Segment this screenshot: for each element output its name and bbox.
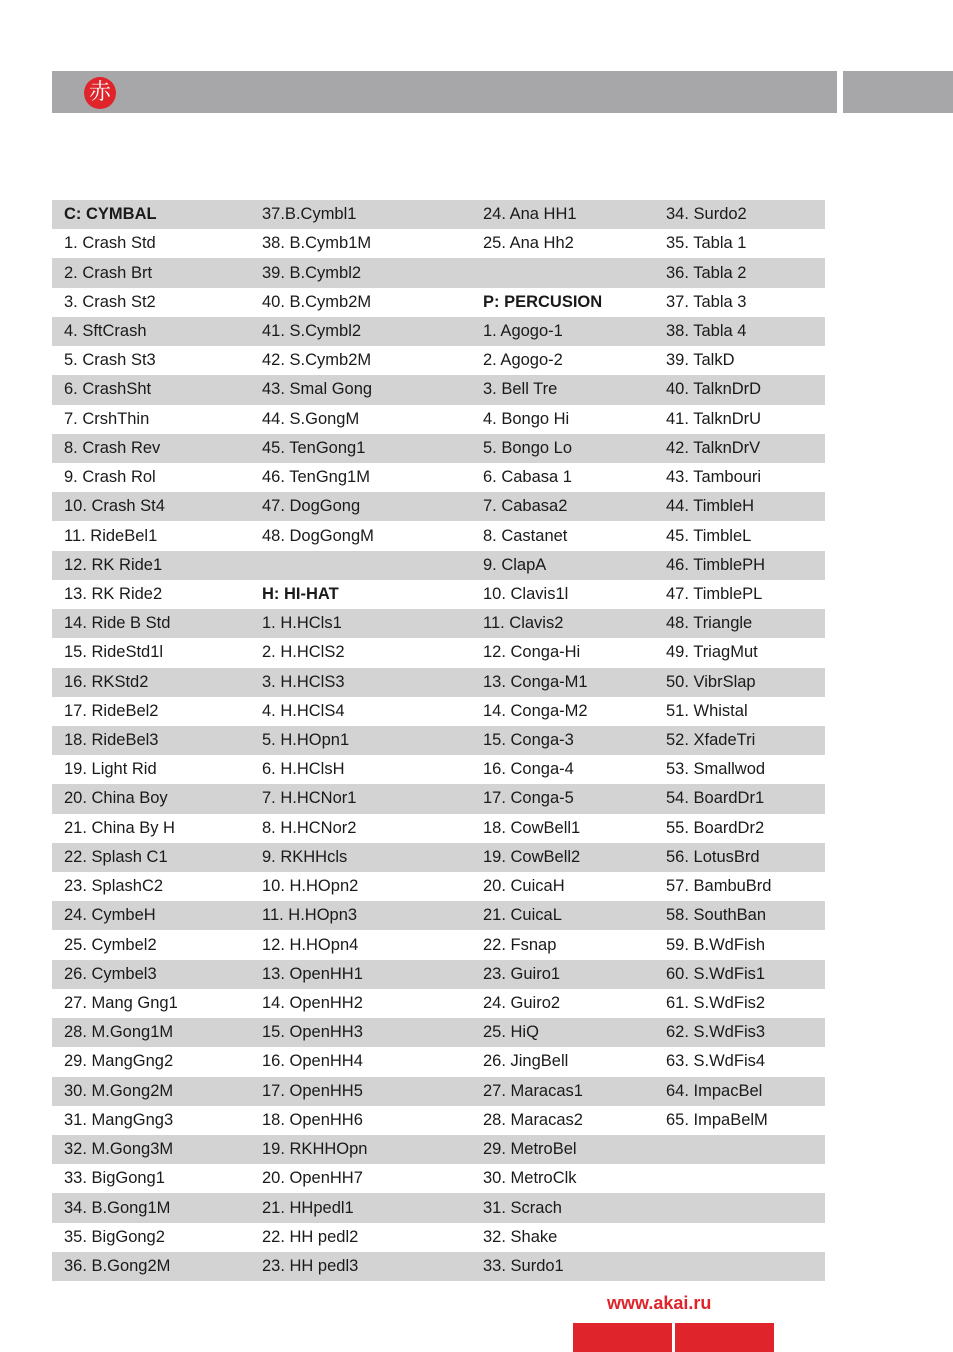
table-cell: 46. TenGng1M [250, 463, 471, 492]
header-bar [52, 71, 837, 113]
table-cell: 15. OpenHH3 [250, 1018, 471, 1047]
table-cell: 3. H.HClS3 [250, 668, 471, 697]
table-row [52, 492, 825, 521]
table-cell: 43. Smal Gong [250, 375, 471, 404]
table-row [52, 1018, 825, 1047]
table-cell: 48. DogGongM [250, 521, 471, 550]
table-row [52, 200, 825, 229]
table-cell: 6. H.HClsH [250, 755, 471, 784]
table-cell: 12. RK Ride1 [52, 551, 250, 580]
table-cell: 54. BoardDr1 [654, 784, 825, 813]
table-row [52, 405, 825, 434]
table-row [52, 989, 825, 1018]
table-cell: 45. TenGong1 [250, 434, 471, 463]
section-heading: H: HI-HAT [250, 580, 471, 609]
table-cell: 55. BoardDr2 [654, 814, 825, 843]
table-cell: 40. B.Cymb2M [250, 288, 471, 317]
table-cell: 61. S.WdFis2 [654, 989, 825, 1018]
table-cell: 26. Cymbel3 [52, 960, 250, 989]
table-cell: 47. DogGong [250, 492, 471, 521]
table-row [52, 1047, 825, 1076]
table-cell: 26. JingBell [471, 1047, 654, 1076]
table-cell: 47. TimblePL [654, 580, 825, 609]
table-cell: 31. Scrach [471, 1193, 654, 1222]
table-cell: 35. BigGong2 [52, 1223, 250, 1252]
table-row [52, 580, 825, 609]
table-cell: 11. Clavis2 [471, 609, 654, 638]
sound-list-table [52, 200, 825, 1281]
table-cell: 23. SplashC2 [52, 872, 250, 901]
table-cell: 64. ImpacBel [654, 1077, 825, 1106]
table-cell: 16. OpenHH4 [250, 1047, 471, 1076]
table-cell: 17. OpenHH5 [250, 1077, 471, 1106]
table-cell [654, 1164, 825, 1193]
table-cell: 15. Conga-3 [471, 726, 654, 755]
table-cell: 24. Guiro2 [471, 989, 654, 1018]
table-cell [654, 1223, 825, 1252]
table-cell: 27. Maracas1 [471, 1077, 654, 1106]
table-cell: 14. Ride B Std [52, 609, 250, 638]
table-cell: 12. Conga-Hi [471, 638, 654, 667]
table-cell: 39. TalkD [654, 346, 825, 375]
table-cell: 9. ClapA [471, 551, 654, 580]
table-row [52, 930, 825, 959]
table-cell: 6. Cabasa 1 [471, 463, 654, 492]
table-cell: 56. LotusBrd [654, 843, 825, 872]
sound-list-table-container [52, 200, 825, 1281]
table-cell: 5. Bongo Lo [471, 434, 654, 463]
table-cell: 21. CuicaL [471, 901, 654, 930]
table-cell: 37. Tabla 3 [654, 288, 825, 317]
table-cell: 39. B.Cymbl2 [250, 258, 471, 287]
table-cell [471, 258, 654, 287]
table-cell: 15. RideStd1l [52, 638, 250, 667]
table-cell: 31. MangGng3 [52, 1106, 250, 1135]
table-row [52, 755, 825, 784]
table-cell: 1. H.HCls1 [250, 609, 471, 638]
table-cell: 62. S.WdFis3 [654, 1018, 825, 1047]
table-cell: 14. Conga-M2 [471, 697, 654, 726]
table-cell: 7. Cabasa2 [471, 492, 654, 521]
table-cell: 2. Agogo-2 [471, 346, 654, 375]
table-cell: 30. MetroClk [471, 1164, 654, 1193]
header-tab [843, 71, 953, 113]
table-cell: 4. SftCrash [52, 317, 250, 346]
table-cell: 25. Cymbel2 [52, 930, 250, 959]
table-cell: 24. CymbeH [52, 901, 250, 930]
table-cell: 18. RideBel3 [52, 726, 250, 755]
table-cell: 41. TalknDrU [654, 405, 825, 434]
table-row [52, 317, 825, 346]
table-cell: 10. Clavis1l [471, 580, 654, 609]
table-row [52, 1106, 825, 1135]
table-cell: 9. RKHHcls [250, 843, 471, 872]
table-cell: 50. VibrSlap [654, 668, 825, 697]
table-cell [250, 551, 471, 580]
table-cell: 7. CrshThin [52, 405, 250, 434]
section-heading: P: PERCUSION [471, 288, 654, 317]
table-cell [654, 1193, 825, 1222]
table-cell: 11. H.HOpn3 [250, 901, 471, 930]
table-cell: 5. Crash St3 [52, 346, 250, 375]
table-cell: 5. H.HOpn1 [250, 726, 471, 755]
table-cell: 27. Mang Gng1 [52, 989, 250, 1018]
table-cell: 17. RideBel2 [52, 697, 250, 726]
table-row [52, 1164, 825, 1193]
table-cell: 1. Agogo-1 [471, 317, 654, 346]
table-cell: 2. H.HClS2 [250, 638, 471, 667]
table-row [52, 258, 825, 287]
table-cell: 36. Tabla 2 [654, 258, 825, 287]
table-cell: 7. H.HCNor1 [250, 784, 471, 813]
table-row [52, 668, 825, 697]
table-cell: 14. OpenHH2 [250, 989, 471, 1018]
footer-bar-left [573, 1323, 672, 1352]
table-cell: 52. XfadeTri [654, 726, 825, 755]
table-cell: 19. RKHHOpn [250, 1135, 471, 1164]
table-cell: 42. S.Cymb2M [250, 346, 471, 375]
table-row [52, 1135, 825, 1164]
table-cell: 48. Triangle [654, 609, 825, 638]
table-cell: 22. Fsnap [471, 930, 654, 959]
table-cell: 29. MetroBel [471, 1135, 654, 1164]
table-cell: 29. MangGng2 [52, 1047, 250, 1076]
table-cell: 65. ImpaBelM [654, 1106, 825, 1135]
table-cell: 16. RKStd2 [52, 668, 250, 697]
table-row [52, 901, 825, 930]
table-cell: 10. H.HOpn2 [250, 872, 471, 901]
table-cell: 46. TimblePH [654, 551, 825, 580]
table-cell: 8. H.HCNor2 [250, 814, 471, 843]
table-cell: 8. Castanet [471, 521, 654, 550]
table-cell: 34. Surdo2 [654, 200, 825, 229]
table-cell: 28. Maracas2 [471, 1106, 654, 1135]
table-cell: 28. M.Gong1M [52, 1018, 250, 1047]
table-cell: 42. TalknDrV [654, 434, 825, 463]
table-cell: 12. H.HOpn4 [250, 930, 471, 959]
table-cell: 16. Conga-4 [471, 755, 654, 784]
table-cell: 4. H.HClS4 [250, 697, 471, 726]
table-cell: 19. Light Rid [52, 755, 250, 784]
table-cell: 19. CowBell2 [471, 843, 654, 872]
table-cell: 33. BigGong1 [52, 1164, 250, 1193]
table-cell: 51. Whistal [654, 697, 825, 726]
table-cell: 35. Tabla 1 [654, 229, 825, 258]
table-cell: 37.B.Cymbl1 [250, 200, 471, 229]
table-cell: 13. OpenHH1 [250, 960, 471, 989]
table-cell: 23. Guiro1 [471, 960, 654, 989]
table-row [52, 814, 825, 843]
table-cell: 32. Shake [471, 1223, 654, 1252]
table-cell: 59. B.WdFish [654, 930, 825, 959]
table-row [52, 843, 825, 872]
table-cell: 13. Conga-M1 [471, 668, 654, 697]
table-cell: 8. Crash Rev [52, 434, 250, 463]
table-cell: 3. Crash St2 [52, 288, 250, 317]
table-cell: 25. HiQ [471, 1018, 654, 1047]
table-row [52, 960, 825, 989]
table-row [52, 551, 825, 580]
table-cell: 6. CrashSht [52, 375, 250, 404]
table-cell: 10. Crash St4 [52, 492, 250, 521]
table-cell: 9. Crash Rol [52, 463, 250, 492]
table-cell: 43. Tambouri [654, 463, 825, 492]
table-cell: 57. BambuBrd [654, 872, 825, 901]
table-cell: 60. S.WdFis1 [654, 960, 825, 989]
table-cell: 40. TalknDrD [654, 375, 825, 404]
table-cell: 41. S.Cymbl2 [250, 317, 471, 346]
table-cell: 32. M.Gong3M [52, 1135, 250, 1164]
table-cell: 13. RK Ride2 [52, 580, 250, 609]
table-cell: 17. Conga-5 [471, 784, 654, 813]
table-row [52, 1252, 825, 1281]
table-row [52, 434, 825, 463]
table-row [52, 229, 825, 258]
table-row [52, 784, 825, 813]
table-cell: 45. TimbleL [654, 521, 825, 550]
table-row [52, 463, 825, 492]
table-row [52, 521, 825, 550]
table-cell: 20. CuicaH [471, 872, 654, 901]
table-cell: 18. OpenHH6 [250, 1106, 471, 1135]
table-cell: 53. Smallwod [654, 755, 825, 784]
table-row [52, 872, 825, 901]
table-row [52, 1193, 825, 1222]
table-cell: 38. B.Cymb1M [250, 229, 471, 258]
table-cell: 20. China Boy [52, 784, 250, 813]
table-cell: 20. OpenHH7 [250, 1164, 471, 1193]
table-row [52, 346, 825, 375]
table-cell: 1. Crash Std [52, 229, 250, 258]
akai-logo-icon: 赤 [84, 77, 116, 109]
table-cell: 33. Surdo1 [471, 1252, 654, 1281]
section-heading: C: CYMBAL [52, 200, 250, 229]
table-cell: 4. Bongo Hi [471, 405, 654, 434]
table-cell: 21. China By H [52, 814, 250, 843]
table-row [52, 609, 825, 638]
table-cell [654, 1135, 825, 1164]
table-cell: 21. HHpedl1 [250, 1193, 471, 1222]
table-cell: 22. HH pedl2 [250, 1223, 471, 1252]
table-cell: 44. S.GongM [250, 405, 471, 434]
table-cell: 63. S.WdFis4 [654, 1047, 825, 1076]
table-cell: 23. HH pedl3 [250, 1252, 471, 1281]
table-cell: 38. Tabla 4 [654, 317, 825, 346]
table-cell: 30. M.Gong2M [52, 1077, 250, 1106]
site-url[interactable]: www.akai.ru [607, 1293, 712, 1313]
table-row [52, 288, 825, 317]
table-cell: 25. Ana Hh2 [471, 229, 654, 258]
table-cell: 2. Crash Brt [52, 258, 250, 287]
table-cell: 18. CowBell1 [471, 814, 654, 843]
table-cell: 24. Ana HH1 [471, 200, 654, 229]
table-row [52, 1223, 825, 1252]
footer-bar-right [675, 1323, 774, 1352]
table-cell [654, 1252, 825, 1281]
table-row [52, 697, 825, 726]
table-cell: 58. SouthBan [654, 901, 825, 930]
table-cell: 49. TriagMut [654, 638, 825, 667]
table-cell: 11. RideBel1 [52, 521, 250, 550]
table-row [52, 726, 825, 755]
table-cell: 44. TimbleH [654, 492, 825, 521]
table-cell: 36. B.Gong2M [52, 1252, 250, 1281]
table-row [52, 638, 825, 667]
table-cell: 3. Bell Tre [471, 375, 654, 404]
table-row [52, 1077, 825, 1106]
table-cell: 34. B.Gong1M [52, 1193, 250, 1222]
table-row [52, 375, 825, 404]
table-cell: 22. Splash C1 [52, 843, 250, 872]
